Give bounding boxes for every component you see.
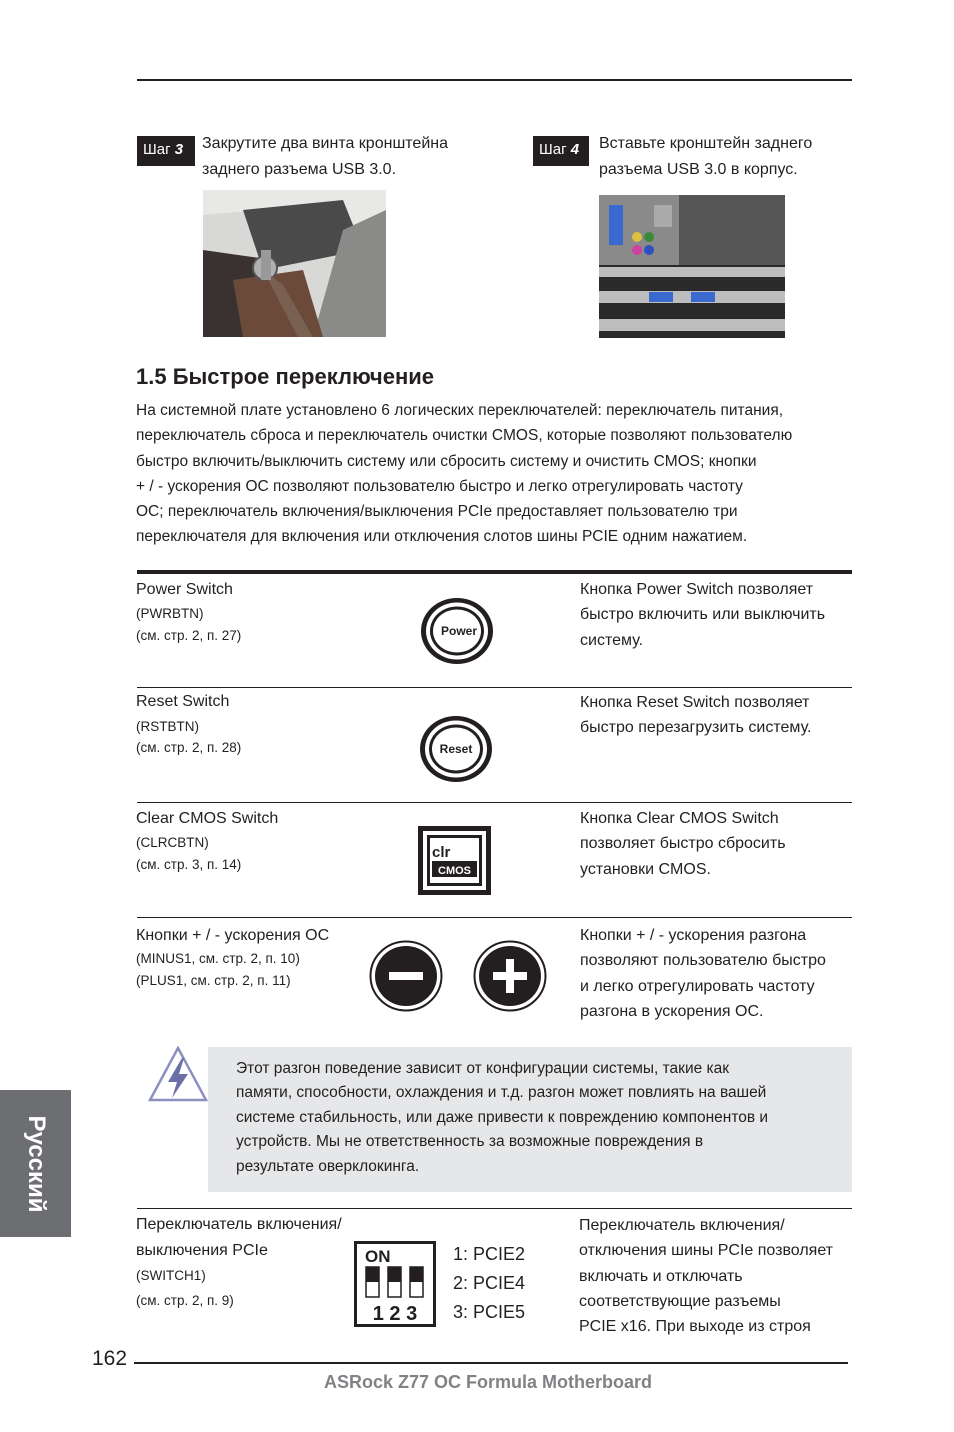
footer-title: ASRock Z77 OC Formula Motherboard [324,1372,653,1392]
desc-line: Кнопка Reset Switch позволяет [580,694,810,711]
desc-line: систему. [580,631,644,649]
pcie-slot-item: 2: PCIE4 [453,1273,526,1293]
desc-line: отключения шины PCIe позволяет [579,1242,834,1260]
desc-line: позволяют пользователю быстро [580,952,826,970]
reset-switch-name: Reset Switch [136,693,230,710]
step-4-line-2: разъема USB 3.0 в корпус. [599,161,798,178]
power-switch-ref: (см. стр. 2, п. 27) [136,628,242,643]
desc-line: быстро включить или выключить [580,606,826,624]
note-line: системе стабильность, или даже привести к повреждению компонентов и [236,1108,769,1126]
intro-line: переключатель сброса и переключатель очистки CMOS, которые позволяют пользователю [136,427,793,445]
note-line: устройств. Мы не ответственность за возможные повреждения в [236,1133,704,1151]
power-switch-code: (PWRBTN) [136,606,204,621]
desc-line: установки CMOS. [580,860,711,878]
desc-line: разгона в ускорения ОС. [580,1002,764,1020]
oc-plus-code: (PLUS1, см. стр. 2, п. 11) [136,973,291,988]
reset-switch-desc [580,690,811,741]
cmos-icon-bottom-label: CMOS [438,865,471,877]
step-4-badge [533,136,589,166]
dip-number-labels: 1 2 3 [372,1303,418,1325]
desc-line: Кнопки + / - ускорения разгона [580,927,807,944]
step-3-badge [137,136,195,166]
note-line: Этот разгон поведение зависит от конфигурации системы, такие как [236,1060,730,1077]
step-badge-word: Шаг [539,141,567,158]
clrcmos-switch-code: (CLRCBTN) [136,835,209,850]
row-divider [137,802,852,803]
desc-line: Кнопка Power Switch позволяет [580,581,814,598]
screwdriver-bracket-illustration [203,190,386,337]
clear-cmos-icon [418,826,491,895]
pcie-switch-code: (SWITCH1) [136,1268,206,1283]
header-rule [137,79,852,81]
section-intro [136,398,856,550]
dip-on-label: ON [365,1247,391,1266]
step-badge-number: 4 [570,141,580,158]
desc-line: PCIE x16. При выходе из строя [579,1318,811,1336]
step-3-text [202,131,448,183]
desc-line: соответствующие разъемы [579,1292,781,1310]
footer-rule [134,1362,848,1364]
pcie-switch-ref: (см. стр. 2, п. 9) [136,1293,234,1308]
cmos-icon-top-label: clr [432,844,451,861]
minus-button-icon [369,940,443,1012]
desc-line: Переключатель включения/ [579,1217,785,1234]
intro-line: переключателя для включения или отключения слотов шины PCIE одним нажатием. [136,528,748,546]
pcie-slot-item: 1: PCIE2 [453,1244,526,1264]
step-badge-number: 3 [174,141,184,158]
desc-line: быстро перезагрузить систему. [580,719,812,737]
power-button-icon [419,596,495,666]
pcie-switch-name-line-1: Переключатель включения/ [136,1216,342,1233]
step-3-line-1: Закрутите два винта кронштейна [202,135,448,152]
desc-line: Кнопка Clear CMOS Switch [580,810,779,827]
reset-switch-ref: (см. стр. 2, п. 28) [136,740,242,755]
reset-icon-label: Reset [439,742,473,756]
row-divider [137,1208,852,1209]
clrcmos-switch-name: Clear CMOS Switch [136,810,279,827]
step-badge-word: Шаг [143,141,171,158]
note-line: памяти, способности, охлаждения и т.д. разгон может повлиять на вашей [236,1084,767,1102]
power-switch-desc [580,577,825,653]
page-number: 162 [92,1347,128,1370]
reset-button-icon [418,714,494,784]
section-title: 1.5 Быстрое переключение [136,364,434,389]
warning-icon [148,1046,208,1102]
clrcmos-switch-desc [580,806,786,882]
step-4-photo [599,195,785,338]
pcie-switch-desc [579,1213,833,1339]
dip-switch-icon [354,1241,436,1327]
reset-switch-code: (RSTBTN) [136,719,199,734]
intro-line: На системной плате установлено 6 логических переключателей: переключатель питания, [136,402,784,419]
chassis-usb-bracket-illustration [599,195,785,338]
plus-button-icon [473,940,547,1012]
row-divider [137,687,852,688]
language-side-tab [0,1090,71,1237]
step-4-text [599,131,812,183]
power-icon-label: Power [440,624,478,638]
pcie-slot-item: 3: PCIE5 [453,1302,526,1322]
pcie-slot-list [453,1240,525,1327]
step-4-line-1: Вставьте кронштейн заднего [599,135,813,152]
desc-line: и легко отрегулировать частоту [580,977,815,995]
step-3-photo [203,190,386,337]
row-divider [137,917,852,918]
intro-line: + / - ускорения ОС позволяют пользователю быстро и легко отрегулировать частоту [136,477,743,495]
table-top-rule [137,570,852,574]
oc-minus-code: (MINUS1, см. стр. 2, п. 10) [136,951,300,966]
note-line: результате оверклокинга. [236,1157,420,1175]
clrcmos-switch-ref: (см. стр. 3, п. 14) [136,857,242,872]
language-side-tab-label: Русский [22,1115,50,1212]
oc-buttons-name: Кнопки + / - ускорения ОС [136,927,330,944]
intro-line: быстро включить/выключить систему или сбросить систему и очистить CMOS; кнопки [136,452,757,470]
overclock-note [208,1047,852,1192]
desc-line: позволяет быстро сбросить [580,835,786,853]
intro-line: ОС; переключатель включения/выключения PCIe предоставляет пользователю три [136,503,738,521]
desc-line: включать и отключать [579,1267,743,1285]
step-3-line-2: заднего разъема USB 3.0. [202,161,397,178]
oc-buttons-desc [580,923,826,1024]
power-switch-name: Power Switch [136,581,233,598]
pcie-switch-name-line-2: выключения PCIe [136,1242,268,1259]
